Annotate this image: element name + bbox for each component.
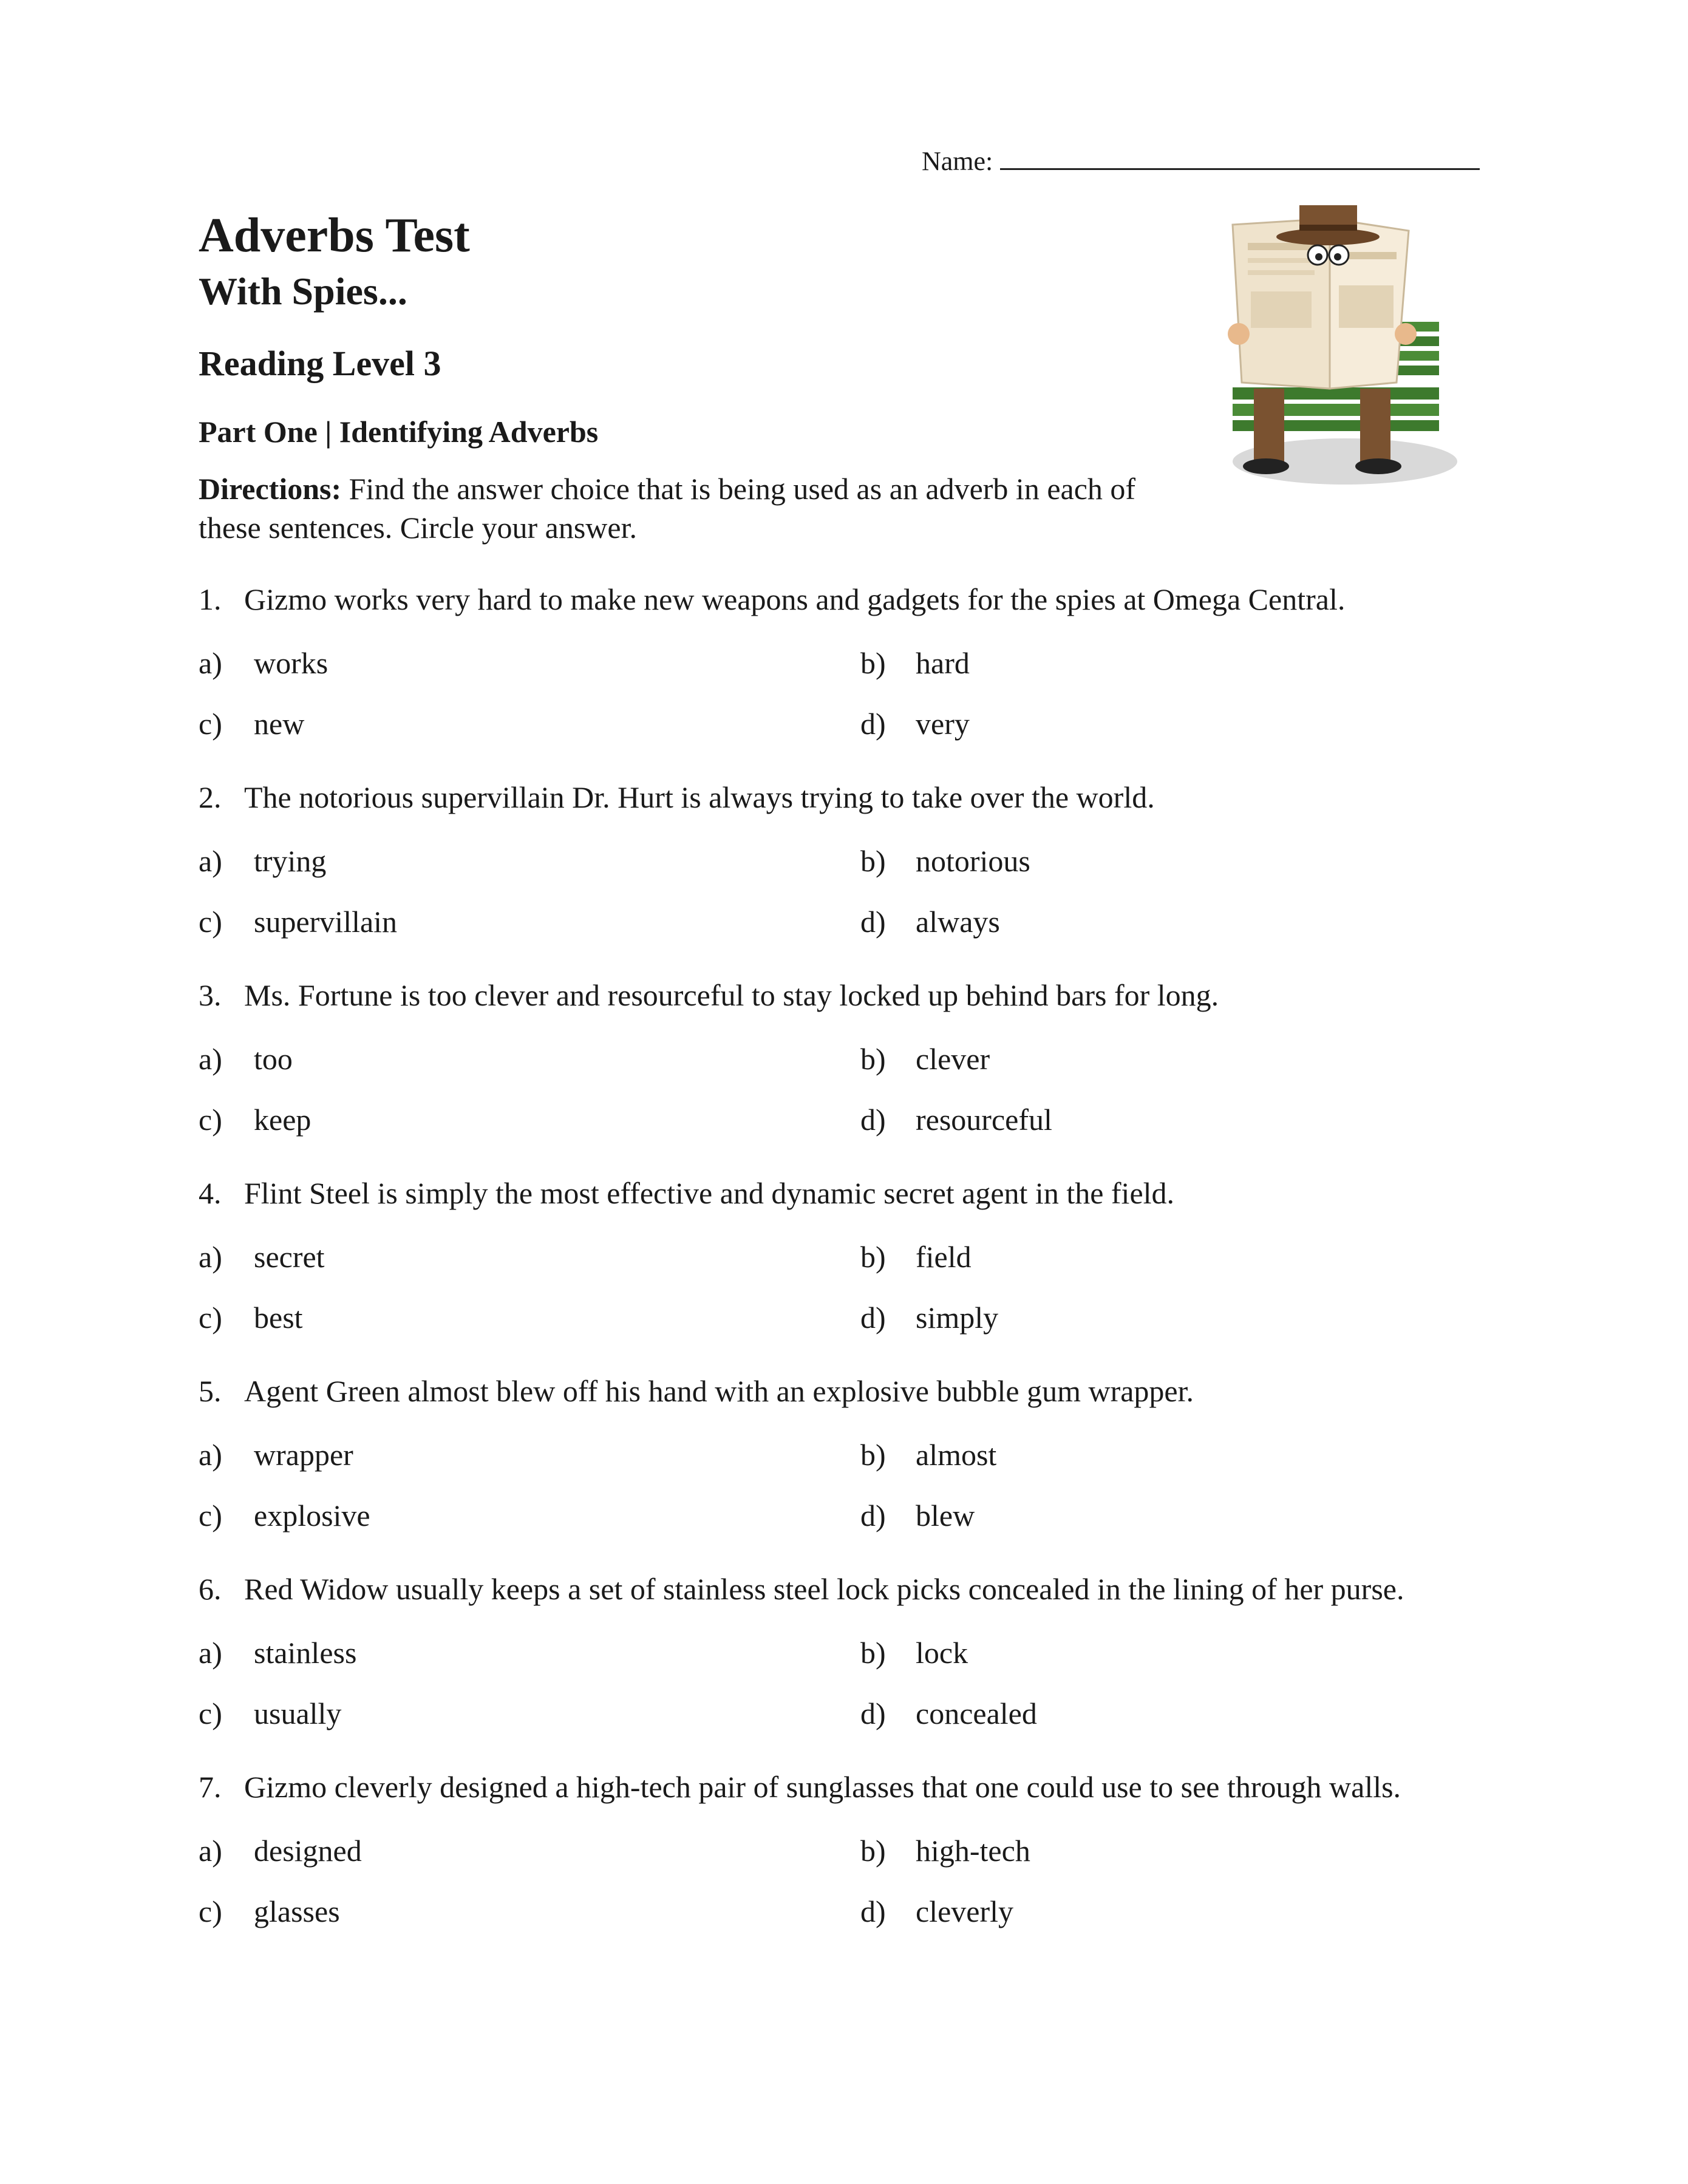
option-text: supervillain bbox=[254, 905, 398, 939]
option-a[interactable] bbox=[199, 1434, 860, 1476]
option-letter: d) bbox=[860, 707, 886, 741]
option-letter: d) bbox=[860, 1696, 886, 1730]
question-text: Gizmo cleverly designed a high-tech pair of sunglasses that one could use to see through walls. bbox=[244, 1770, 1401, 1804]
option-a[interactable] bbox=[199, 1631, 860, 1674]
option-letter: d) bbox=[860, 1499, 886, 1533]
option-letter: a) bbox=[199, 1438, 222, 1472]
option-text: secret bbox=[254, 1240, 325, 1274]
option-letter: d) bbox=[860, 1301, 886, 1335]
question-text: Gizmo works very hard to make new weapons and gadgets for the spies at Omega Central. bbox=[244, 582, 1346, 616]
question-number: 6. bbox=[199, 1572, 222, 1606]
option-a[interactable] bbox=[199, 642, 860, 684]
option-text: hard bbox=[916, 646, 970, 680]
option-d[interactable] bbox=[860, 900, 1480, 943]
option-a[interactable] bbox=[199, 1829, 860, 1872]
option-text: explosive bbox=[254, 1499, 370, 1533]
option-letter: a) bbox=[199, 1834, 222, 1868]
question-number: 7. bbox=[199, 1770, 222, 1804]
option-text: resourceful bbox=[916, 1103, 1052, 1137]
option-text: always bbox=[916, 905, 1000, 939]
question-number: 5. bbox=[199, 1374, 222, 1408]
option-text: very bbox=[916, 707, 970, 741]
part-heading: Part One | Identifying Adverbs bbox=[199, 415, 599, 449]
option-letter: a) bbox=[199, 1240, 222, 1274]
option-c[interactable] bbox=[199, 1098, 860, 1141]
option-letter: b) bbox=[860, 1438, 886, 1472]
name-blank-line[interactable] bbox=[1000, 148, 1480, 170]
option-text: high-tech bbox=[916, 1834, 1030, 1868]
option-a[interactable] bbox=[199, 1236, 860, 1278]
option-letter: d) bbox=[860, 905, 886, 939]
option-letter: a) bbox=[199, 1042, 222, 1076]
option-a[interactable] bbox=[199, 1038, 860, 1080]
directions-label: Directions: bbox=[199, 472, 342, 506]
option-b[interactable] bbox=[860, 1631, 1480, 1674]
option-letter: d) bbox=[860, 1894, 886, 1928]
directions-text: Find the answer choice that is being used as an adverb in each of these sentences. Circle your answer. bbox=[199, 472, 1136, 545]
option-d[interactable] bbox=[860, 702, 1480, 745]
option-text: usually bbox=[254, 1696, 342, 1730]
option-letter: b) bbox=[860, 1240, 886, 1274]
option-text: field bbox=[916, 1240, 972, 1274]
option-text: stainless bbox=[254, 1636, 357, 1670]
option-text: simply bbox=[916, 1301, 999, 1335]
option-c[interactable] bbox=[199, 1296, 860, 1339]
option-letter: b) bbox=[860, 844, 886, 878]
question-7 bbox=[199, 1767, 1480, 1933]
option-letter: b) bbox=[860, 646, 886, 680]
option-text: notorious bbox=[916, 844, 1030, 878]
question-number: 1. bbox=[199, 582, 222, 616]
spy-newspaper-illustration bbox=[1214, 200, 1457, 486]
option-text: cleverly bbox=[916, 1894, 1014, 1928]
option-text: wrapper bbox=[254, 1438, 353, 1472]
option-text: designed bbox=[254, 1834, 362, 1868]
option-d[interactable] bbox=[860, 1692, 1480, 1735]
name-field[interactable] bbox=[922, 146, 1480, 177]
option-d[interactable] bbox=[860, 1098, 1480, 1141]
option-letter: c) bbox=[199, 905, 222, 939]
question-list bbox=[199, 580, 1480, 1933]
page-subtitle: With Spies... bbox=[199, 270, 407, 313]
question-text: The notorious supervillain Dr. Hurt is always trying to take over the world. bbox=[244, 780, 1155, 814]
option-b[interactable] bbox=[860, 1829, 1480, 1872]
option-letter: b) bbox=[860, 1636, 886, 1670]
question-2 bbox=[199, 778, 1480, 943]
option-letter: d) bbox=[860, 1103, 886, 1137]
option-text: works bbox=[254, 646, 328, 680]
option-letter: c) bbox=[199, 1103, 222, 1137]
question-text: Ms. Fortune is too clever and resourceful to stay locked up behind bars for long. bbox=[244, 978, 1219, 1012]
option-d[interactable] bbox=[860, 1890, 1480, 1933]
option-text: almost bbox=[916, 1438, 997, 1472]
reading-level: Reading Level 3 bbox=[199, 344, 441, 383]
name-label: Name: bbox=[922, 146, 993, 176]
option-letter: a) bbox=[199, 1636, 222, 1670]
option-text: best bbox=[254, 1301, 303, 1335]
option-letter: c) bbox=[199, 707, 222, 741]
option-b[interactable] bbox=[860, 1434, 1480, 1476]
page-title: Adverbs Test bbox=[199, 209, 470, 262]
question-1 bbox=[199, 580, 1480, 745]
directions bbox=[199, 469, 1146, 547]
option-text: trying bbox=[254, 844, 327, 878]
option-c[interactable] bbox=[199, 900, 860, 943]
option-letter: c) bbox=[199, 1499, 222, 1533]
option-letter: a) bbox=[199, 646, 222, 680]
option-c[interactable] bbox=[199, 702, 860, 745]
question-3 bbox=[199, 976, 1480, 1141]
question-6 bbox=[199, 1570, 1480, 1735]
option-text: clever bbox=[916, 1042, 990, 1076]
question-4 bbox=[199, 1174, 1480, 1339]
option-b[interactable] bbox=[860, 642, 1480, 684]
option-b[interactable] bbox=[860, 840, 1480, 882]
question-5 bbox=[199, 1372, 1480, 1537]
option-letter: c) bbox=[199, 1301, 222, 1335]
question-number: 2. bbox=[199, 780, 222, 814]
option-c[interactable] bbox=[199, 1692, 860, 1735]
option-b[interactable] bbox=[860, 1236, 1480, 1278]
question-number: 3. bbox=[199, 978, 222, 1012]
question-number: 4. bbox=[199, 1176, 222, 1210]
option-b[interactable] bbox=[860, 1038, 1480, 1080]
option-d[interactable] bbox=[860, 1494, 1480, 1537]
option-letter: a) bbox=[199, 844, 222, 878]
option-text: too bbox=[254, 1042, 293, 1076]
option-letter: c) bbox=[199, 1696, 222, 1730]
option-c[interactable] bbox=[199, 1494, 860, 1537]
option-letter: c) bbox=[199, 1894, 222, 1928]
option-text: glasses bbox=[254, 1894, 340, 1928]
option-text: concealed bbox=[916, 1696, 1037, 1730]
question-text: Agent Green almost blew off his hand with an explosive bubble gum wrapper. bbox=[244, 1374, 1194, 1408]
option-text: lock bbox=[916, 1636, 968, 1670]
option-text: blew bbox=[916, 1499, 975, 1533]
option-c[interactable] bbox=[199, 1890, 860, 1933]
option-letter: b) bbox=[860, 1834, 886, 1868]
option-d[interactable] bbox=[860, 1296, 1480, 1339]
option-a[interactable] bbox=[199, 840, 860, 882]
question-text: Red Widow usually keeps a set of stainless steel lock picks concealed in the lining of her purse. bbox=[244, 1572, 1404, 1606]
option-text: keep bbox=[254, 1103, 311, 1137]
question-text: Flint Steel is simply the most effective and dynamic secret agent in the field. bbox=[244, 1176, 1175, 1210]
option-text: new bbox=[254, 707, 305, 741]
option-letter: b) bbox=[860, 1042, 886, 1076]
